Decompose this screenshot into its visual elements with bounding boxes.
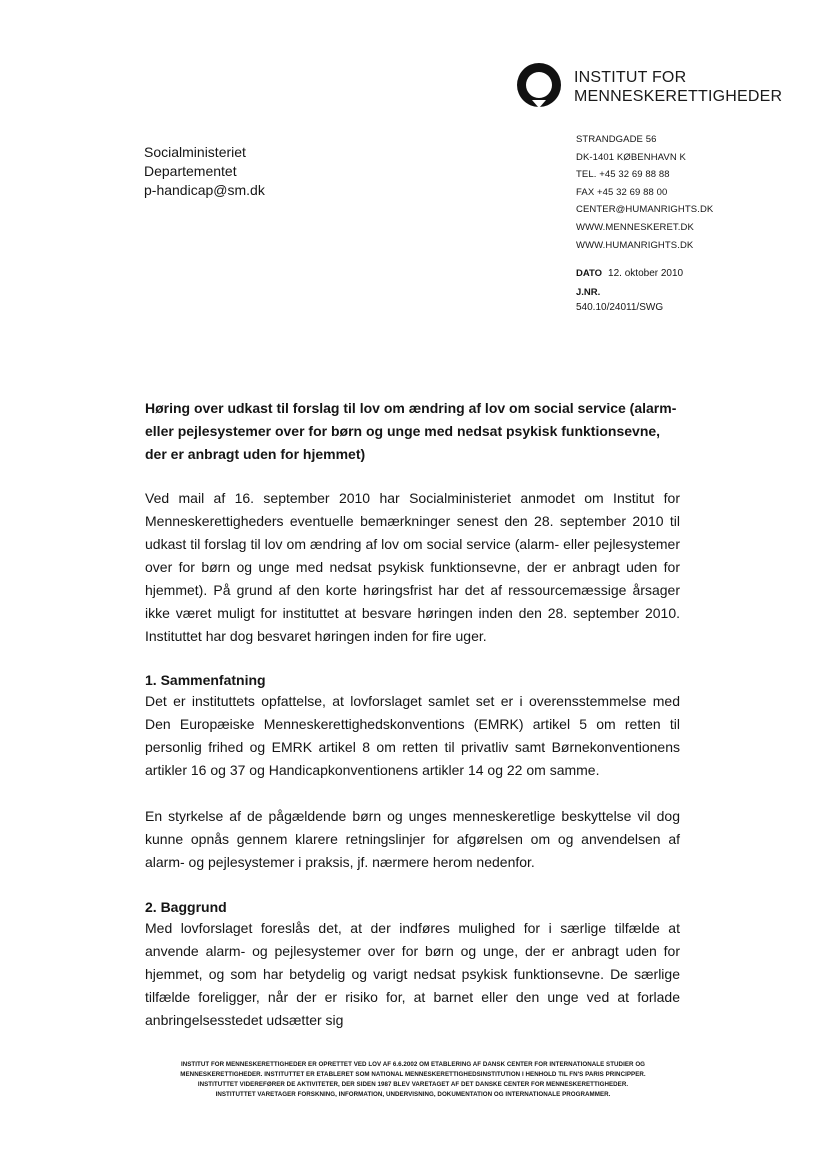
address-street: STRANDGADE 56 — [576, 134, 657, 145]
footer-line: INSTITUTTET VIDEREFØRER DE AKTIVITETER, DER SIDEN 1987 BLEV VARETAGET AF DET DANSKE CENTER FOR MENNESKERETTIGHEDER. — [197, 1081, 629, 1088]
address-web: WWW.MENNESKERET.DK — [576, 221, 694, 233]
letter-meta — [576, 266, 683, 315]
address-email: CENTER@HUMANRIGHTS.DK — [576, 204, 714, 216]
recipient-line: Socialministeriet — [144, 144, 246, 160]
org-name — [574, 68, 782, 106]
paragraph: En styrkelse af de pågældende børn og unges menneskeretlige beskyttelse vil dog kunne opnås gennem klarere retningslinjer for afgørelsen om og anvendelsen af alarm- og pejlesystemer i praksis, jf. nærmere herom nedenfor. — [145, 808, 680, 870]
footer-line: INSTITUTTET VARETAGER FORSKNING, INFORMATION, UNDERVISNING, DOKUMENTATION OG INTERNATIONALE PROGRAMMER. — [215, 1091, 611, 1098]
address-phone: TEL. +45 32 69 88 88 — [576, 169, 670, 181]
date-value: 12. oktober 2010 — [608, 268, 684, 279]
section-heading: 2. Baggrund — [145, 899, 227, 915]
letterhead-logo — [514, 60, 784, 112]
org-name-line1: INSTITUT FOR — [574, 69, 687, 86]
recipient-line: Departementet — [144, 163, 237, 179]
address-city: DK-1401 KØBENHAVN K — [576, 151, 686, 163]
legal-footer — [150, 1060, 676, 1100]
address-web: WWW.HUMANRIGHTS.DK — [576, 239, 694, 251]
jnr-label: J.NR. — [576, 287, 601, 298]
recipient-block — [144, 143, 265, 200]
footer-line: MENNESKERETTIGHEDER. INSTITUTTET ER ETABLERET SOM NATIONAL MENNESKERETTIGHEDSINSTITUTION I HENHOLD TIL FN'S PARIS PRINCIPPER. — [180, 1071, 646, 1078]
sender-address — [576, 131, 713, 254]
ring-logo-icon — [514, 60, 564, 110]
paragraph: Det er instituttets opfattelse, at lovforslaget samlet set er i overensstemmelse med Den Europæiske Menneskerettighedskonventions (EMRK) artikel 5 om retten til personlig frihed og EMRK artikel 8 om retten til privatliv samt Børnekonventionens artikler 16 og 37 og Handicapkonventionens artikler 14 og 22 om samme. — [145, 693, 680, 778]
letter-body — [145, 397, 680, 1032]
date-row — [576, 266, 683, 281]
org-name-line2: MENNESKERETTIGHEDER — [574, 88, 783, 105]
recipient-email: p-handicap@sm.dk — [144, 182, 265, 198]
jnr-value: 540.10/24011/SWG — [576, 302, 664, 313]
footer-line: INSTITUT FOR MENNESKERETTIGHEDER ER OPRETTET VED LOV AF 6.6.2002 OM ETABLERING AF DANSK CENTER FOR INTERNATIONALE STUDIER OG — [180, 1061, 646, 1068]
letter-subject: Høring over udkast til forslag til lov om ændring af lov om social service (alarm- eller pejlesystemer over for børn og unge med nedsat psykisk funktionsevne, der er anbragt uden for hjemmet) — [145, 400, 677, 462]
paragraph: Med lovforslaget foreslås det, at der indføres mulighed for i særlige tilfælde at anvende alarm- og pejlesystemer over for børn og unge, der er anbragt uden for hjemmet, og som har betydelig og varigt nedsat psykisk funktionsevne. De særlige tilfælde foreligger, når der er risiko for, at barnet eller den unge ved at forlade anbringelsesstedet udsætter sig — [145, 920, 680, 1028]
intro-paragraph: Ved mail af 16. september 2010 har Socialministeriet anmodet om Institut for Menneskerettigheders eventuelle bemærkninger senest den 28. september 2010 til udkast til forslag til lov om ændring af lov om social service (alarm- eller pejlesystemer over for børn og unge med nedsat psykisk funktionsevne, der er anbragt uden for hjemmet). På grund af den korte høringsfrist har det af ressourcemæssige årsager ikke været muligt for instituttet at besvare høringen inden den 28. september 2010. Instituttet har dog besvaret høringen inden for fire uger. — [145, 490, 680, 644]
jnr-row — [576, 285, 683, 315]
section-heading: 1. Sammenfatning — [145, 672, 266, 688]
address-fax: FAX +45 32 69 88 00 — [576, 186, 668, 198]
date-label: DATO — [576, 268, 603, 279]
